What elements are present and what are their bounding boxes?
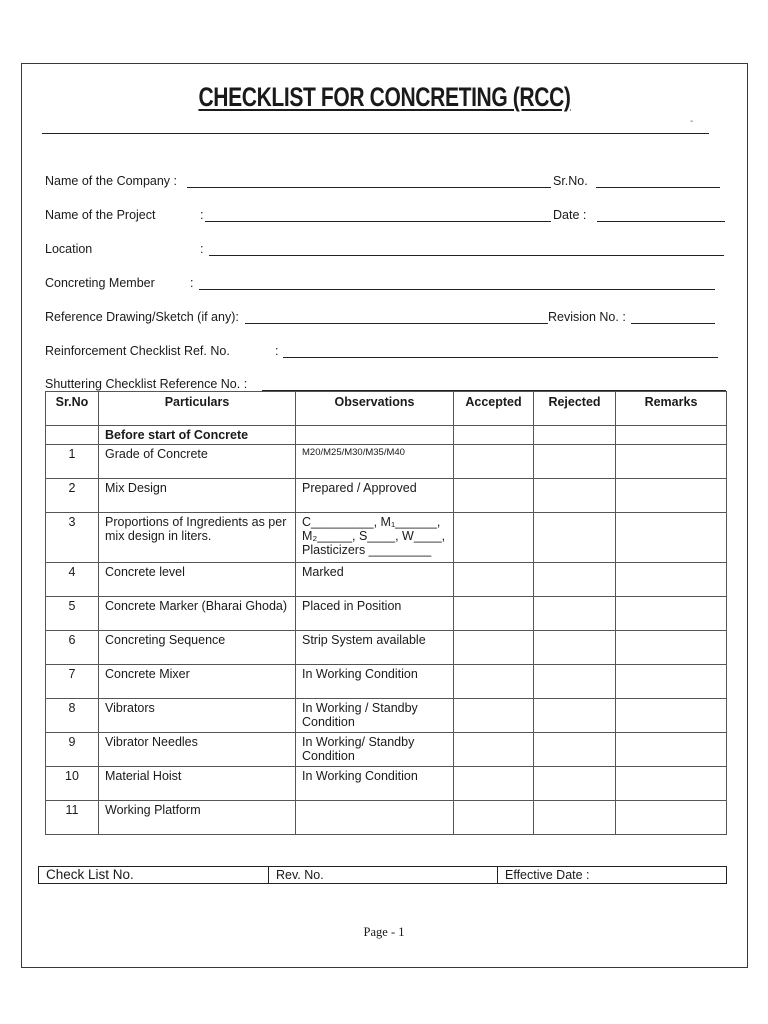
title-rule (42, 133, 709, 134)
row-particular: Vibrator Needles (99, 733, 296, 767)
row-number: 6 (46, 631, 99, 665)
row-rejected-cell[interactable] (534, 479, 616, 513)
row-remarks-cell[interactable] (616, 801, 727, 835)
revision-label: Revision No. : (548, 310, 626, 324)
row-observation: In Working Condition (296, 767, 454, 801)
row-particular: Concrete level (99, 563, 296, 597)
table-row (46, 513, 727, 563)
table-row (46, 767, 727, 801)
row-number: 9 (46, 733, 99, 767)
row-rejected-cell[interactable] (534, 445, 616, 479)
row-observation: Strip System available (296, 631, 454, 665)
row-rejected-cell[interactable] (534, 665, 616, 699)
row-accepted-cell[interactable] (454, 479, 534, 513)
table-row (46, 733, 727, 767)
header-observations: Observations (296, 392, 454, 426)
row-remarks-cell[interactable] (616, 445, 727, 479)
row-observation: In Working Condition (296, 665, 454, 699)
row-rejected-cell[interactable] (534, 563, 616, 597)
header-particulars: Particulars (99, 392, 296, 426)
header-rejected: Rejected (534, 392, 616, 426)
section-title: Before start of Concrete (99, 426, 296, 445)
footer-bar (38, 866, 727, 884)
row-number: 3 (46, 513, 99, 563)
table-row (46, 563, 727, 597)
row-rejected-cell[interactable] (534, 699, 616, 733)
reinf-label: Reinforcement Checklist Ref. No. (45, 344, 230, 358)
row-number: 10 (46, 767, 99, 801)
table-row (46, 445, 727, 479)
table-row (46, 479, 727, 513)
row-observation (296, 801, 454, 835)
row-rejected-cell[interactable] (534, 767, 616, 801)
table-row (46, 699, 727, 733)
row-particular: Grade of Concrete (99, 445, 296, 479)
row-rejected-cell[interactable] (534, 631, 616, 665)
row-accepted-cell[interactable] (454, 513, 534, 563)
reinf-line[interactable] (283, 357, 718, 358)
srno-label: Sr.No. (553, 174, 588, 188)
row-number: 5 (46, 597, 99, 631)
location-colon: : (200, 242, 204, 256)
checklist-table (45, 391, 727, 835)
row-particular: Mix Design (99, 479, 296, 513)
srno-line[interactable] (596, 187, 720, 188)
company-label: Name of the Company : (45, 174, 178, 188)
row-particular: Proportions of Ingredients as per mix design in liters. (99, 513, 296, 563)
document-title: CHECKLIST FOR CONCRETING (RCC) (197, 82, 571, 112)
date-line[interactable] (597, 221, 725, 222)
ref-drawing-line[interactable] (245, 323, 548, 324)
row-remarks-cell[interactable] (616, 733, 727, 767)
row-observation: Marked (296, 563, 454, 597)
revision-line[interactable] (631, 323, 715, 324)
member-line[interactable] (199, 289, 715, 290)
row-accepted-cell[interactable] (454, 767, 534, 801)
row-accepted-cell[interactable] (454, 733, 534, 767)
row-rejected-cell[interactable] (534, 597, 616, 631)
row-accepted-cell[interactable] (454, 801, 534, 835)
table-header-row (46, 392, 727, 426)
row-accepted-cell[interactable] (454, 631, 534, 665)
row-remarks-cell[interactable] (616, 563, 727, 597)
location-label: Location (45, 242, 93, 256)
page-number: Page - 1 (363, 925, 405, 939)
row-number: 2 (46, 479, 99, 513)
row-accepted-cell[interactable] (454, 699, 534, 733)
row-particular: Concrete Marker (Bharai Ghoda) (99, 597, 296, 631)
row-rejected-cell[interactable] (534, 513, 616, 563)
reinf-colon: : (275, 344, 279, 358)
project-label: Name of the Project (45, 208, 156, 222)
table-row (46, 665, 727, 699)
row-accepted-cell[interactable] (454, 445, 534, 479)
section-row (46, 426, 727, 445)
row-rejected-cell[interactable] (534, 801, 616, 835)
date-label: Date : (553, 208, 587, 222)
table-row (46, 801, 727, 835)
row-rejected-cell[interactable] (534, 733, 616, 767)
row-remarks-cell[interactable] (616, 479, 727, 513)
row-particular: Working Platform (99, 801, 296, 835)
row-accepted-cell[interactable] (454, 597, 534, 631)
row-accepted-cell[interactable] (454, 665, 534, 699)
row-number: 1 (46, 445, 99, 479)
row-observation: M20/M25/M30/M35/M40 (296, 445, 454, 479)
project-colon: : (200, 208, 204, 222)
row-number: 11 (46, 801, 99, 835)
row-observation: Prepared / Approved (296, 479, 454, 513)
row-remarks-cell[interactable] (616, 699, 727, 733)
member-colon: : (190, 276, 194, 290)
row-particular: Vibrators (99, 699, 296, 733)
row-observation: In Working/ Standby Condition (296, 733, 454, 767)
row-accepted-cell[interactable] (454, 563, 534, 597)
shutter-label: Shuttering Checklist Reference No. : (45, 377, 248, 391)
header-accepted: Accepted (454, 392, 534, 426)
header-srno: Sr.No (46, 392, 99, 426)
row-particular: Concreting Sequence (99, 631, 296, 665)
location-line[interactable] (209, 255, 724, 256)
row-particular: Material Hoist (99, 767, 296, 801)
row-remarks-cell[interactable] (616, 665, 727, 699)
row-particular: Concrete Mixer (99, 665, 296, 699)
row-remarks-cell[interactable] (616, 767, 727, 801)
table-row (46, 597, 727, 631)
project-line[interactable] (205, 221, 551, 222)
table-row (46, 631, 727, 665)
row-remarks-cell[interactable] (616, 631, 727, 665)
header-remarks: Remarks (616, 392, 727, 426)
row-remarks-cell[interactable] (616, 513, 727, 563)
row-remarks-cell[interactable] (616, 597, 727, 631)
checklist-no-label: Check List No. (39, 867, 269, 883)
blue-mark: - (690, 116, 694, 127)
row-observation: In Working / Standby Condition (296, 699, 454, 733)
row-number: 4 (46, 563, 99, 597)
ref-drawing-label: Reference Drawing/Sketch (if any): (45, 310, 239, 324)
row-number: 8 (46, 699, 99, 733)
rev-no-label: Rev. No. (269, 867, 498, 883)
row-number: 7 (46, 665, 99, 699)
company-line[interactable] (187, 187, 551, 188)
member-label: Concreting Member (45, 276, 155, 290)
effective-date-label: Effective Date : (505, 868, 590, 882)
row-observation: C_________, M₁______, M₂_____, S____, W____, Plasticizers _________ (296, 513, 454, 563)
row-observation: Placed in Position (296, 597, 454, 631)
